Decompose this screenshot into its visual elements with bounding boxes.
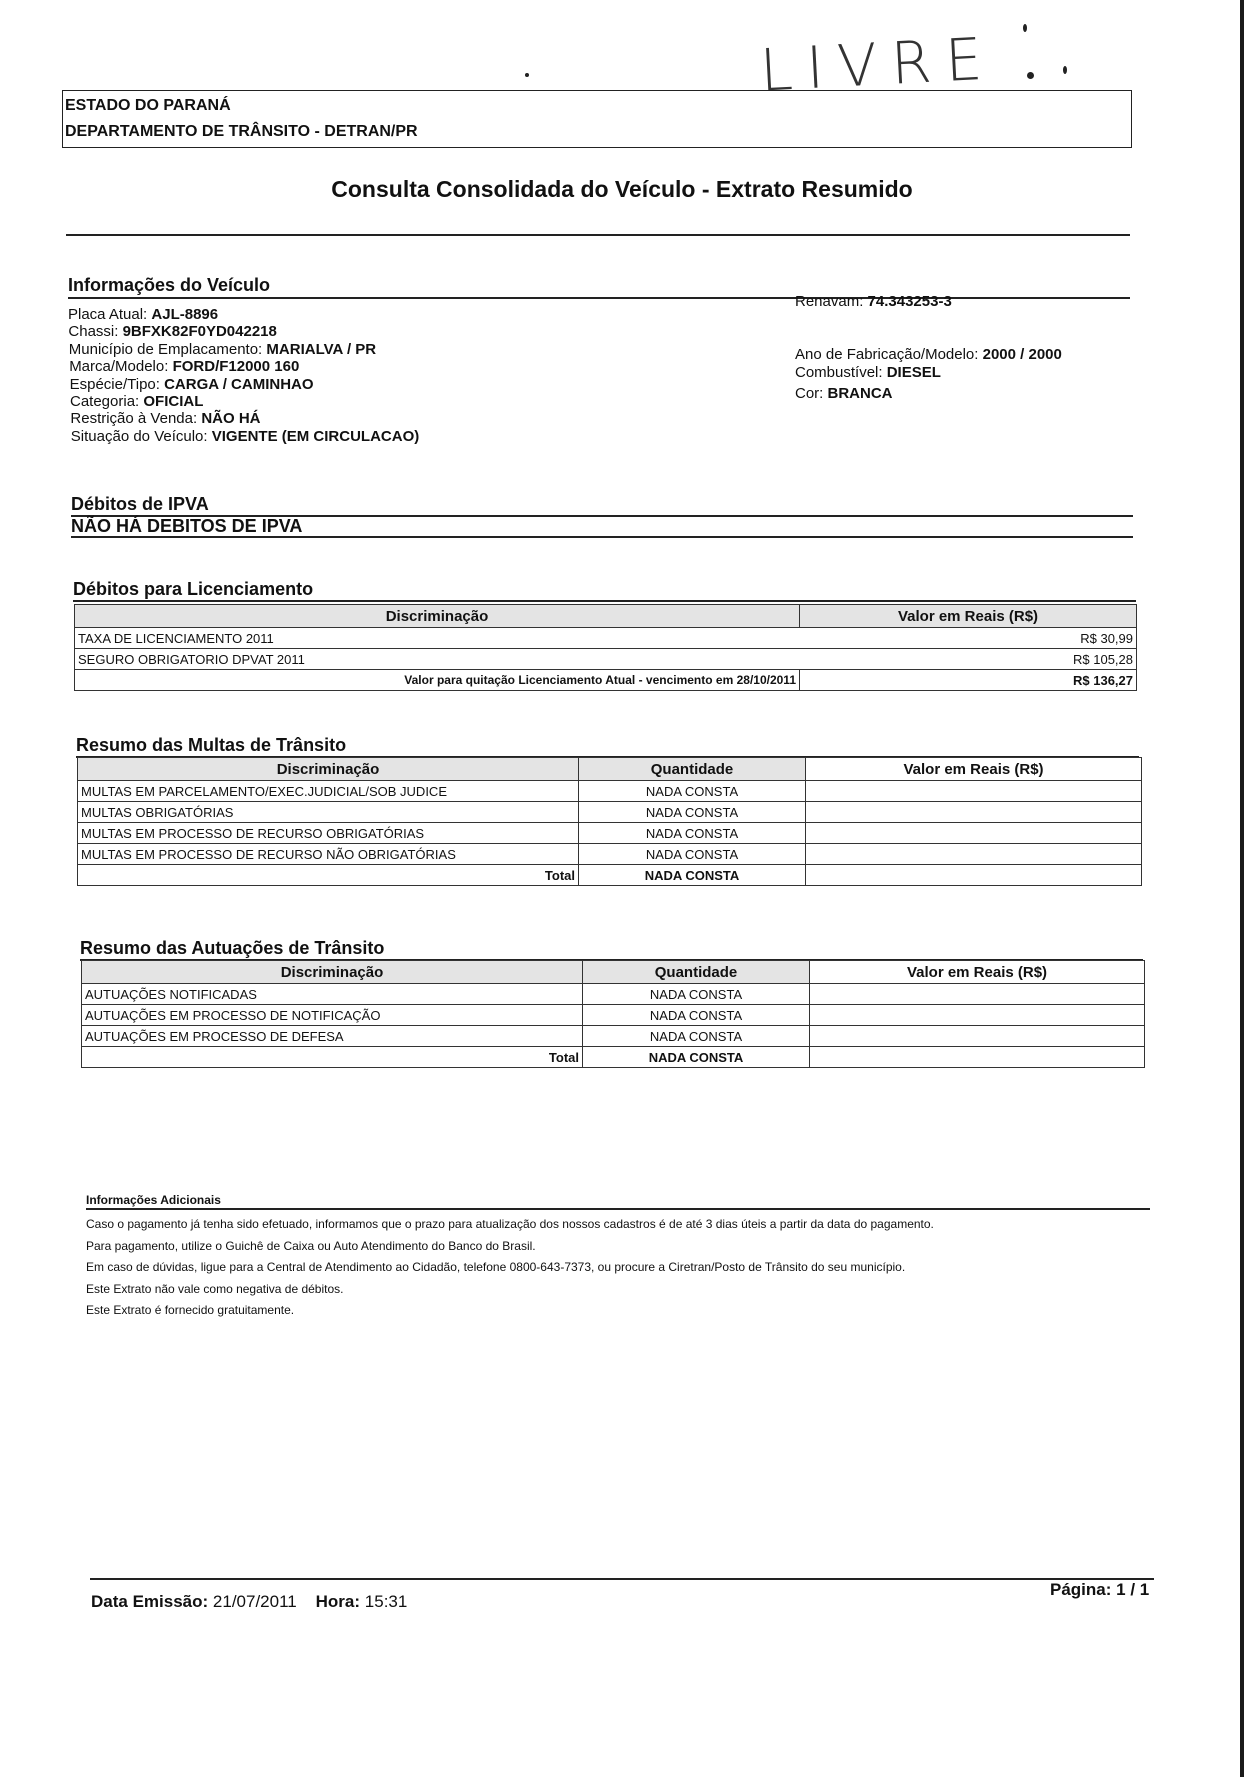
total-label: Total [78, 865, 579, 886]
emissao-label: Data Emissão: [91, 1592, 209, 1611]
col-discriminacao: Discriminação [82, 961, 583, 984]
vehicle-field-label: Categoria: [70, 393, 140, 410]
vehicle-field-label: Renavam: [795, 293, 864, 310]
vehicle-field-value: 2000 / 2000 [982, 346, 1062, 363]
table-row [78, 781, 1142, 802]
col-quantidade: Quantidade [579, 758, 806, 781]
vehicle-field [70, 376, 314, 394]
row-valor: R$ 105,28 [800, 649, 1137, 670]
autuacoes-title: Resumo das Autuações de Trânsito [80, 938, 385, 958]
table-header-row [82, 961, 1145, 984]
footer-emissao [91, 1592, 407, 1612]
table-row [75, 628, 1137, 649]
autuacoes-table [81, 960, 1145, 1068]
row-valor [806, 802, 1142, 823]
row-qtd: NADA CONSTA [583, 984, 810, 1005]
table-row [78, 844, 1142, 865]
header-state: ESTADO DO PARANÁ [65, 97, 231, 114]
total-valor: R$ 136,27 [800, 670, 1137, 691]
pagina-label: Página: [1050, 1580, 1112, 1599]
vehicle-field-value: MARIALVA / PR [266, 340, 377, 358]
row-desc: AUTUAÇÕES EM PROCESSO DE NOTIFICAÇÃO [82, 1005, 583, 1026]
vehicle-field-value: OFICIAL [143, 393, 204, 410]
vehicle-field-label: Marca/Modelo: [69, 358, 169, 376]
col-valor: Valor em Reais (R$) [806, 758, 1142, 781]
total-label: Valor para quitação Licenciamento Atual - vencimento em 28/10/2011 [75, 670, 800, 691]
pagina-value: 1 / 1 [1116, 1580, 1150, 1599]
scan-speck [525, 73, 529, 77]
additional-info-line: Em caso de dúvidas, ligue para a Central de Atendimento ao Cidadão, telefone 0800-643-7373, ou procure a Ciretran/Posto de Trânsito do seu município. [86, 1260, 906, 1274]
additional-info-line: Para pagamento, utilize o Guichê de Caixa ou Auto Atendimento do Banco do Brasil. [86, 1238, 536, 1253]
multas-table [77, 757, 1142, 886]
row-desc: MULTAS OBRIGATÓRIAS [78, 802, 579, 823]
row-qtd: NADA CONSTA [583, 1005, 810, 1026]
row-valor [806, 781, 1142, 802]
vehicle-field [69, 341, 376, 359]
row-desc: SEGURO OBRIGATORIO DPVAT 2011 [75, 649, 800, 670]
multas-title: Resumo das Multas de Trânsito [76, 735, 347, 755]
vehicle-field-label: Chassi: [68, 323, 119, 341]
col-valor: Valor em Reais (R$) [810, 961, 1145, 984]
col-quantidade: Quantidade [583, 961, 810, 984]
vehicle-field-value: 9BFXK82F0YD042218 [122, 323, 277, 341]
scan-speck [1063, 66, 1067, 74]
table-row [82, 1005, 1145, 1026]
row-qtd: NADA CONSTA [579, 823, 806, 844]
row-valor [810, 984, 1145, 1005]
row-valor: R$ 30,99 [800, 628, 1137, 649]
row-valor [806, 844, 1142, 865]
vehicle-field-label: Restrição à Venda: [70, 410, 198, 428]
total-valor [806, 865, 1142, 886]
total-qtd: NADA CONSTA [579, 865, 806, 886]
row-desc: TAXA DE LICENCIAMENTO 2011 [75, 628, 800, 649]
table-total-row [78, 865, 1142, 886]
additional-info-line: Este Extrato é fornecido gratuitamente. [86, 1303, 295, 1317]
hora-value: 15:31 [364, 1592, 408, 1611]
additional-info-rule [86, 1208, 1150, 1210]
table-total-row [75, 670, 1137, 691]
vehicle-field-value: AJL-8896 [151, 306, 219, 323]
vehicle-field [795, 346, 1062, 364]
table-header-row [75, 605, 1137, 628]
document-title: Consulta Consolidada do Veículo - Extrato Resumido [331, 176, 913, 202]
row-valor [810, 1026, 1145, 1047]
header-department: DEPARTAMENTO DE TRÂNSITO - DETRAN/PR [65, 123, 418, 140]
vehicle-field-label: Combustível: [795, 364, 883, 381]
row-desc: MULTAS EM PROCESSO DE RECURSO OBRIGATÓRIAS [78, 823, 579, 844]
row-desc: AUTUAÇÕES EM PROCESSO DE DEFESA [82, 1026, 583, 1047]
vehicle-field [795, 364, 941, 382]
row-desc: AUTUAÇÕES NOTIFICADAS [82, 984, 583, 1005]
vehicle-field [795, 385, 893, 403]
licenciamento-title: Débitos para Licenciamento [73, 579, 314, 599]
vehicle-field-label: Cor: [795, 385, 824, 402]
total-valor [810, 1047, 1145, 1068]
vehicle-field-value: CARGA / CAMINHAO [164, 375, 314, 393]
scan-speck [1027, 72, 1034, 79]
row-qtd: NADA CONSTA [579, 802, 806, 823]
table-row [82, 1026, 1145, 1047]
table-row [78, 802, 1142, 823]
ipva-title: Débitos de IPVA [71, 494, 209, 514]
table-total-row [82, 1047, 1145, 1068]
vehicle-field-label: Espécie/Tipo: [69, 375, 160, 393]
row-qtd: NADA CONSTA [579, 781, 806, 802]
ipva-rule-bottom [71, 536, 1133, 538]
vehicle-field [68, 323, 276, 341]
row-valor [806, 823, 1142, 844]
vehicle-field-value: VIGENTE (EM CIRCULACAO) [211, 427, 420, 445]
footer-rule [90, 1578, 1154, 1580]
total-label: Total [82, 1047, 583, 1068]
emissao-value: 21/07/2011 [212, 1592, 297, 1611]
vehicle-field-value: NÃO HÁ [201, 410, 261, 428]
vehicle-field [68, 306, 218, 324]
vehicle-info-rule [68, 297, 1130, 299]
scan-edge [1240, 0, 1244, 1777]
table-row [75, 649, 1137, 670]
row-desc: MULTAS EM PARCELAMENTO/EXEC.JUDICIAL/SOB JUDICE [78, 781, 579, 802]
additional-info-line: Caso o pagamento já tenha sido efetuado, informamos que o prazo para atualização dos nossos cadastros é de até 3 dias úteis a partir da data do pagamento. [86, 1217, 934, 1231]
row-valor [810, 1005, 1145, 1026]
table-row [82, 984, 1145, 1005]
additional-info-title: Informações Adicionais [86, 1193, 221, 1207]
vehicle-field [71, 428, 419, 446]
scan-speck [1023, 24, 1027, 32]
vehicle-field-label: Placa Atual: [68, 306, 148, 323]
title-rule [66, 234, 1130, 236]
table-row [78, 823, 1142, 844]
vehicle-field-value: 74.343253-3 [867, 293, 952, 310]
vehicle-field [69, 358, 299, 376]
vehicle-field [795, 293, 952, 311]
total-qtd: NADA CONSTA [583, 1047, 810, 1068]
vehicle-field-label: Ano de Fabricação/Modelo: [795, 346, 979, 363]
row-qtd: NADA CONSTA [579, 844, 806, 865]
licenciamento-table [74, 604, 1137, 691]
vehicle-field-label: Situação do Veículo: [70, 427, 208, 445]
header-box [62, 90, 1132, 148]
additional-info-line: Este Extrato não vale como negativa de débitos. [86, 1281, 344, 1296]
table-header-row [78, 758, 1142, 781]
handwritten-note: LIVRE [758, 24, 998, 105]
col-discriminacao: Discriminação [75, 605, 800, 628]
col-discriminacao: Discriminação [78, 758, 579, 781]
vehicle-field [70, 410, 260, 428]
row-desc: MULTAS EM PROCESSO DE RECURSO NÃO OBRIGATÓRIAS [78, 844, 579, 865]
vehicle-field [70, 393, 203, 411]
vehicle-field-value: DIESEL [886, 364, 941, 381]
ipva-status: NÃO HÁ DEBITOS DE IPVA [71, 516, 303, 536]
vehicle-field-value: BRANCA [827, 385, 893, 402]
vehicle-field-label: Município de Emplacamento: [68, 340, 263, 358]
col-valor: Valor em Reais (R$) [800, 605, 1137, 628]
licenciamento-rule [73, 600, 1136, 602]
footer-pagina [1050, 1580, 1149, 1600]
hora-label: Hora: [315, 1592, 361, 1611]
vehicle-field-value: FORD/F12000 160 [172, 358, 300, 376]
row-qtd: NADA CONSTA [583, 1026, 810, 1047]
vehicle-info-title: Informações do Veículo [68, 275, 271, 295]
